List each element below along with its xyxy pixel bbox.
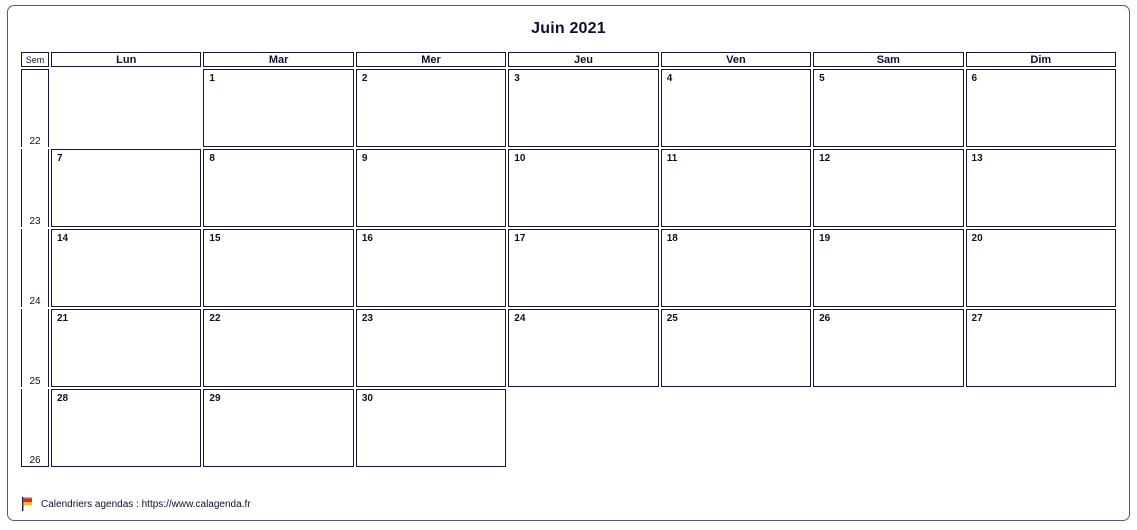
day-number: 2 bbox=[361, 73, 368, 84]
day-cell[interactable] bbox=[813, 309, 963, 387]
day-header-sam: Sam bbox=[813, 52, 963, 67]
day-cell[interactable] bbox=[51, 149, 201, 227]
day-header-jeu: Jeu bbox=[508, 52, 658, 67]
day-number: 1 bbox=[209, 73, 215, 84]
week-row bbox=[21, 389, 1116, 467]
day-cell[interactable] bbox=[661, 309, 811, 387]
day-number: 3 bbox=[514, 73, 520, 84]
day-cell[interactable] bbox=[203, 69, 353, 147]
day-number: 30 bbox=[361, 393, 373, 404]
day-number bbox=[661, 389, 811, 393]
week-row bbox=[21, 309, 1116, 387]
day-cell[interactable] bbox=[661, 69, 811, 147]
day-cell[interactable] bbox=[356, 69, 506, 147]
day-number: 9 bbox=[361, 153, 368, 164]
day-cell[interactable] bbox=[51, 389, 201, 467]
week-row bbox=[21, 229, 1116, 307]
day-cell[interactable] bbox=[203, 229, 353, 307]
day-number: 25 bbox=[666, 313, 678, 324]
week-number: 24 bbox=[21, 229, 49, 307]
day-cell[interactable] bbox=[508, 149, 658, 227]
day-cell[interactable] bbox=[356, 229, 506, 307]
day-number: 6 bbox=[971, 73, 978, 84]
week-row bbox=[21, 69, 1116, 147]
day-cell[interactable] bbox=[966, 309, 1116, 387]
day-number: 27 bbox=[971, 313, 983, 324]
day-number: 18 bbox=[666, 233, 678, 244]
day-number bbox=[813, 389, 963, 393]
footer bbox=[21, 496, 251, 512]
day-number: 22 bbox=[209, 313, 221, 324]
day-number: 23 bbox=[361, 313, 373, 324]
day-number: 13 bbox=[971, 153, 983, 164]
day-cell[interactable] bbox=[813, 149, 963, 227]
day-number: 7 bbox=[57, 153, 63, 164]
day-number: 8 bbox=[209, 153, 215, 164]
day-cell[interactable] bbox=[51, 229, 201, 307]
page-title: Juin 2021 bbox=[531, 20, 606, 37]
day-number: 10 bbox=[514, 153, 526, 164]
day-cell[interactable] bbox=[203, 149, 353, 227]
calendar-frame bbox=[7, 5, 1130, 521]
day-cell bbox=[661, 389, 811, 467]
day-cell[interactable] bbox=[661, 229, 811, 307]
day-cell[interactable] bbox=[813, 69, 963, 147]
footer-text[interactable]: Calendriers agendas : https://www.calagenda.fr bbox=[41, 498, 251, 510]
day-number: 28 bbox=[57, 393, 69, 404]
week-number: 25 bbox=[21, 309, 49, 387]
day-cell[interactable] bbox=[356, 309, 506, 387]
day-number: 5 bbox=[819, 73, 825, 84]
day-header-lun: Lun bbox=[51, 52, 201, 67]
day-number: 11 bbox=[666, 153, 678, 164]
day-number: 21 bbox=[57, 313, 69, 324]
week-column-header: Sem bbox=[21, 52, 49, 67]
day-number: 16 bbox=[361, 233, 373, 244]
day-number: 12 bbox=[819, 153, 831, 164]
day-number: 14 bbox=[57, 233, 69, 244]
day-cell bbox=[813, 389, 963, 467]
calendar-table bbox=[19, 50, 1118, 469]
day-cell[interactable] bbox=[356, 149, 506, 227]
week-number: 26 bbox=[21, 389, 49, 467]
day-header-dim: Dim bbox=[966, 52, 1116, 67]
day-header-mer: Mer bbox=[356, 52, 506, 67]
day-number: 20 bbox=[971, 233, 983, 244]
day-cell[interactable] bbox=[508, 309, 658, 387]
day-cell[interactable] bbox=[203, 389, 353, 467]
day-header-mar: Mar bbox=[203, 52, 353, 67]
day-cell bbox=[508, 389, 658, 467]
day-cell[interactable] bbox=[51, 309, 201, 387]
day-cell[interactable] bbox=[966, 69, 1116, 147]
day-number bbox=[508, 389, 658, 393]
day-header-ven: Ven bbox=[661, 52, 811, 67]
week-number: 23 bbox=[21, 149, 49, 227]
day-cell[interactable] bbox=[356, 389, 506, 467]
day-cell[interactable] bbox=[508, 69, 658, 147]
day-cell[interactable] bbox=[966, 229, 1116, 307]
day-number: 29 bbox=[209, 393, 221, 404]
day-number: 4 bbox=[666, 73, 673, 84]
day-number bbox=[51, 69, 201, 73]
day-number: 19 bbox=[819, 233, 831, 244]
calendar-header-row bbox=[21, 52, 1116, 67]
day-number: 24 bbox=[514, 313, 526, 324]
day-cell[interactable] bbox=[508, 229, 658, 307]
flag-icon bbox=[21, 496, 35, 512]
day-cell[interactable] bbox=[966, 149, 1116, 227]
day-number: 17 bbox=[514, 233, 526, 244]
day-number bbox=[966, 389, 1116, 393]
day-number: 15 bbox=[209, 233, 221, 244]
week-number: 22 bbox=[21, 69, 49, 147]
week-row bbox=[21, 149, 1116, 227]
day-cell[interactable] bbox=[661, 149, 811, 227]
day-cell[interactable] bbox=[203, 309, 353, 387]
day-cell[interactable] bbox=[813, 229, 963, 307]
calendar-grid bbox=[19, 50, 1118, 469]
day-cell bbox=[966, 389, 1116, 467]
day-number: 26 bbox=[819, 313, 831, 324]
day-cell bbox=[51, 69, 201, 147]
